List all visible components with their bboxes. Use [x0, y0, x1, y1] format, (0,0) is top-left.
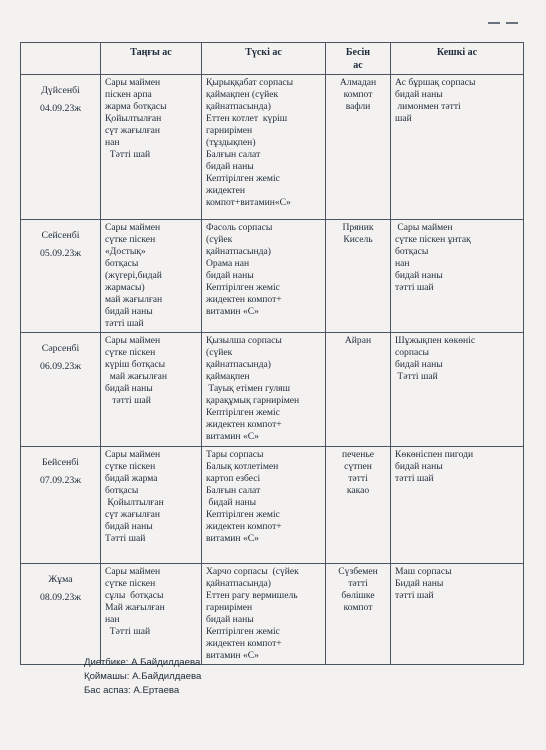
menu-line: Сары маймен	[105, 334, 161, 346]
weekly-menu-table	[20, 42, 524, 665]
menu-line: май жағылған	[105, 370, 167, 382]
menu-line: қайнатпасында)	[206, 100, 271, 112]
menu-line: гарнирімен	[206, 601, 253, 613]
signature-line: Диетбике: А.Байдилдаева	[84, 657, 201, 668]
menu-line: қайнатпасында)	[206, 577, 271, 589]
menu-line: күріш ботқасы	[105, 358, 166, 370]
menu-line: Орама нан	[206, 257, 250, 269]
menu-line: бидай наны	[395, 88, 443, 100]
menu-line: Тәтті шай	[105, 532, 146, 544]
menu-line: сүт жағылған	[105, 508, 161, 520]
breakfast-cell	[101, 332, 202, 446]
menu-line: Маш сорпасы	[395, 565, 452, 577]
menu-line: сұлы ботқасы	[105, 589, 164, 601]
menu-line: бидай наны	[395, 460, 443, 472]
menu-line: (сүйек	[206, 233, 233, 245]
header-dinner: Кешкі ас	[391, 43, 524, 75]
menu-line: компот+витамин«С»	[206, 196, 291, 208]
menu-line: Қойылтылған	[105, 496, 164, 508]
menu-line: сүтке піскен	[105, 233, 156, 245]
breakfast-cell	[101, 75, 202, 220]
menu-row	[21, 332, 524, 446]
menu-line: тәтті шай	[105, 317, 144, 329]
menu-line: піскен арпа	[105, 88, 152, 100]
scan-edge-marks	[488, 14, 528, 20]
menu-line: сүтке піскен	[105, 577, 156, 589]
day-date: 05.09.23ж	[39, 248, 82, 260]
menu-line: Тары сорпасы	[206, 448, 264, 460]
signature-block	[84, 656, 201, 698]
menu-line: бидай наны	[206, 496, 257, 508]
breakfast-cell	[101, 563, 202, 664]
menu-line: Тауық етімен гуляш	[206, 382, 290, 394]
menu-line: Балғын салат	[206, 484, 261, 496]
menu-line: витамин «С»	[206, 430, 259, 442]
menu-line: (тұздықпен)	[206, 136, 256, 148]
snack-cell	[326, 220, 391, 333]
menu-line: сүт жағылған	[105, 124, 161, 136]
day-date: 08.09.23ж	[39, 592, 82, 604]
menu-line: Көкөніспен пигоди	[395, 448, 474, 460]
menu-line: вафли	[345, 100, 371, 112]
menu-line: Кептірілген жеміс	[206, 508, 280, 520]
breakfast-cell	[101, 446, 202, 563]
header-lunch: Түскі ас	[202, 43, 326, 75]
day-name: Бейсенбі	[42, 456, 79, 468]
menu-line: ботқасы	[105, 257, 139, 269]
menu-line: жарма ботқасы	[105, 100, 167, 112]
menu-line: гарнирімен	[206, 124, 253, 136]
menu-line: витамин «С»	[206, 649, 259, 661]
menu-line: Пряник	[342, 222, 374, 233]
menu-line: жидектен компот+	[206, 637, 282, 649]
menu-line: Кептірілген жеміс	[206, 172, 280, 184]
menu-line: Кептірілген жеміс	[206, 406, 280, 418]
header-snack	[326, 43, 391, 75]
menu-line: қарақұмық гарнирімен	[206, 394, 300, 406]
day-name: Сейсенбі	[41, 230, 80, 241]
menu-line: «Достық»	[105, 245, 146, 257]
snack-cell	[326, 446, 391, 563]
header-day	[21, 43, 101, 75]
menu-line: Сары маймен	[105, 565, 161, 577]
dinner-cell	[391, 332, 524, 446]
menu-line: нан	[105, 136, 120, 148]
menu-line: (жүгері,бидай	[105, 269, 162, 281]
menu-line: Сары маймен	[105, 222, 161, 233]
menu-line: бидай наны	[105, 520, 153, 532]
menu-line: Тәтті шай	[395, 370, 438, 382]
menu-line: қаймақпен (сүйек	[206, 88, 279, 100]
signature-line: Қоймашы: А.Байдилдаева	[84, 671, 202, 682]
menu-line: бидай наны	[395, 358, 443, 370]
signature-line: Бас аспаз: А.Ертаева	[84, 685, 180, 696]
lunch-cell	[202, 220, 326, 333]
menu-line: қайнатпасында)	[206, 358, 271, 370]
menu-line: Кептірілген жеміс	[206, 625, 280, 637]
menu-line: витамин «С»	[206, 305, 259, 317]
menu-row	[21, 220, 524, 333]
menu-line: лимонмен тәтті	[395, 100, 461, 112]
menu-line: сүтке піскен ұнтақ	[395, 233, 471, 245]
day-cell	[21, 332, 101, 446]
menu-line: ботқасы	[395, 245, 429, 257]
lunch-cell	[202, 75, 326, 220]
day-cell	[21, 75, 101, 220]
menu-line: тәтті шай	[395, 281, 434, 293]
breakfast-cell	[101, 220, 202, 333]
menu-line: жидектен	[206, 184, 246, 196]
menu-line: бидай наны	[206, 269, 254, 281]
menu-row	[21, 446, 524, 563]
day-name: Сәрсенбі	[41, 342, 80, 354]
day-date: 07.09.23ж	[39, 475, 82, 487]
snack-cell	[326, 75, 391, 220]
dinner-cell	[391, 563, 524, 664]
menu-line: май жағылған	[105, 293, 163, 305]
menu-line: витамин «С»	[206, 532, 259, 544]
menu-line: бидай наны	[206, 160, 254, 172]
menu-line: сорпасы	[395, 346, 429, 358]
menu-line: компот	[343, 601, 373, 613]
menu-line: жидектен компот+	[206, 293, 282, 305]
menu-line: Ас бұршақ сорпасы	[395, 77, 476, 88]
menu-line: Қызылша сорпасы	[206, 334, 282, 346]
menu-line: компот	[343, 88, 373, 100]
menu-line: бидай наны	[206, 613, 254, 625]
day-cell	[21, 446, 101, 563]
lunch-cell	[202, 332, 326, 446]
menu-line: қайнатпасында)	[206, 245, 271, 257]
day-date: 04.09.23ж	[39, 103, 82, 115]
menu-line: қаймақпен	[206, 370, 250, 382]
menu-line: сүтпен	[344, 460, 372, 472]
menu-line: нан	[395, 257, 410, 269]
menu-line: тәтті	[348, 472, 368, 484]
menu-line: тәтті шай	[395, 472, 434, 484]
menu-line: Сары маймен	[105, 448, 161, 460]
header-snack-line: ас	[353, 59, 363, 71]
menu-line: тәтті шай	[105, 394, 151, 406]
menu-line: жидектен компот+	[206, 520, 282, 532]
menu-line: Еттен рагу вермишель	[206, 589, 298, 601]
dinner-cell	[391, 446, 524, 563]
menu-line: Тәтті шай	[105, 625, 151, 637]
day-cell	[21, 220, 101, 333]
menu-line: тәтті шай	[395, 589, 434, 601]
menu-line: (сүйек	[206, 346, 233, 358]
snack-cell	[326, 563, 391, 664]
menu-line: Сүзбемен	[338, 565, 378, 577]
menu-line: Алмадан	[339, 77, 377, 88]
menu-line: Айран	[344, 334, 372, 346]
menu-line: бидай наны	[105, 305, 153, 317]
menu-line: Май жағылған	[105, 601, 165, 613]
day-name: Жұма	[48, 573, 73, 585]
day-cell	[21, 563, 101, 664]
menu-line: бидай жарма	[105, 472, 158, 484]
lunch-cell	[202, 563, 326, 664]
menu-line: шай	[395, 112, 412, 124]
header-breakfast: Таңғы ас	[101, 43, 202, 75]
menu-line: сүтке піскен	[105, 346, 156, 358]
menu-line: Сары маймен	[395, 222, 453, 233]
menu-line: Қырыққабат сорпасы	[206, 77, 294, 88]
dinner-cell	[391, 220, 524, 333]
menu-line: Кисель	[343, 233, 373, 245]
menu-line: картоп езбесі	[206, 472, 261, 484]
menu-line: Балғын салат	[206, 148, 261, 160]
header-snack-line: Бесін	[345, 47, 371, 58]
menu-line: бөлішке	[341, 589, 375, 601]
menu-line: жидектен компот+	[206, 418, 282, 430]
header-row	[21, 43, 524, 75]
day-date: 06.09.23ж	[39, 361, 82, 373]
menu-line: Кептірілген жеміс	[206, 281, 280, 293]
day-name: Дүйсенбі	[41, 85, 80, 96]
menu-line: Шұжықпен көкөніс	[395, 334, 476, 346]
menu-line: какао	[346, 484, 370, 496]
menu-line: нан	[105, 613, 120, 625]
menu-line: Харчо сорпасы (сүйек	[206, 565, 299, 577]
menu-row	[21, 75, 524, 220]
menu-line: Бидай наны	[395, 577, 444, 589]
menu-line: бидай наны	[395, 269, 443, 281]
menu-line: сүтке піскен	[105, 460, 156, 472]
menu-line: Сары маймен	[105, 77, 161, 88]
menu-line: тәтті	[348, 577, 368, 589]
menu-line: жармасы)	[105, 281, 145, 293]
menu-line: Қойылтылған	[105, 112, 162, 124]
snack-cell	[326, 332, 391, 446]
menu-line: Балық котлетімен	[206, 460, 279, 472]
menu-line: Еттен котлет күріш	[206, 112, 288, 124]
menu-line: ботқасы	[105, 484, 139, 496]
menu-line: Тәтті шай	[105, 148, 151, 160]
menu-row	[21, 563, 524, 664]
menu-line: печенье	[341, 448, 374, 460]
menu-line: бидай наны	[105, 382, 153, 394]
lunch-cell	[202, 446, 326, 563]
dinner-cell	[391, 75, 524, 220]
menu-line: Фасоль сорпасы	[206, 222, 273, 233]
